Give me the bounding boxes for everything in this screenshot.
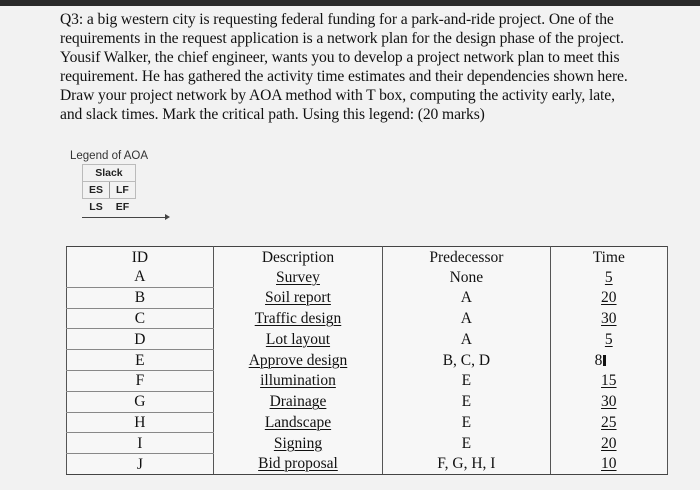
legend-es: ES — [83, 182, 110, 199]
cell-description: Landscape — [213, 412, 382, 433]
legend-slack: Slack — [83, 165, 136, 182]
table-row — [67, 433, 668, 454]
header-id: ID — [67, 247, 214, 268]
cell-id: G — [67, 391, 214, 412]
table-row — [67, 370, 668, 391]
cell-id: B — [67, 287, 214, 308]
cell-time: 30 — [550, 391, 667, 412]
cell-predecessor: A — [383, 308, 550, 329]
table-row — [67, 454, 668, 475]
cell-description: Bid proposal — [213, 454, 382, 475]
legend-lf: LF — [110, 182, 136, 199]
header-predecessor: Predecessor — [383, 247, 550, 268]
legend-arrow — [82, 217, 166, 218]
cell-id: E — [67, 350, 214, 371]
table-row — [67, 267, 668, 287]
question-line: Yousif Walker, the chief engineer, wants you to develop a project network plan to meet this — [60, 49, 620, 66]
question-line: requirements in the request application is a network plan for the design phase of the project. — [60, 30, 624, 47]
cell-time: 30 — [550, 308, 667, 329]
cell-description: Traffic design — [213, 308, 382, 329]
cell-predecessor: A — [383, 329, 550, 350]
table-row — [67, 329, 668, 350]
legend-ls: LS — [89, 201, 103, 213]
cell-description: Approve design — [213, 350, 382, 371]
cell-description: Soil report — [213, 287, 382, 308]
cell-predecessor: E — [383, 370, 550, 391]
text-cursor-icon — [603, 355, 606, 366]
header-time: Time — [550, 247, 667, 268]
cell-time: 15 — [550, 370, 667, 391]
cell-predecessor: B, C, D — [383, 350, 550, 371]
header-description: Description — [213, 247, 382, 268]
question-line: requirement. He has gathered the activity time estimates and their dependencies shown here. — [60, 68, 628, 85]
cell-description: Drainage — [213, 391, 382, 412]
table-row — [67, 287, 668, 308]
legend-ef: EF — [115, 201, 130, 213]
table-header-row — [67, 247, 668, 268]
cell-time — [550, 350, 667, 371]
table-row — [67, 308, 668, 329]
cell-time: 20 — [550, 287, 667, 308]
top-edge-bar — [0, 0, 700, 6]
question-line: Q3: a big western city is requesting federal funding for a park-and-ride project. One of the — [60, 11, 614, 28]
cell-description: Survey — [213, 267, 382, 287]
cell-time-value: 8 — [594, 351, 603, 369]
cell-time: 10 — [550, 454, 667, 475]
table-row — [67, 350, 668, 371]
cell-id: J — [67, 454, 214, 475]
activity-table — [66, 246, 668, 475]
cell-predecessor: F, G, H, I — [383, 454, 550, 475]
cell-description: Lot layout — [213, 329, 382, 350]
cell-time: 5 — [550, 267, 667, 287]
cell-predecessor: E — [383, 412, 550, 433]
question-line: and slack times. Mark the critical path. Using this legend: (20 marks) — [60, 106, 485, 123]
cell-predecessor: A — [383, 287, 550, 308]
cell-description: illumination — [213, 370, 382, 391]
cell-id: D — [67, 329, 214, 350]
cell-id: H — [67, 412, 214, 433]
question-text — [60, 10, 692, 124]
cell-predecessor: E — [383, 433, 550, 454]
cell-description: Signing — [213, 433, 382, 454]
cell-time: 20 — [550, 433, 667, 454]
legend-title: Legend of AOA — [70, 150, 149, 162]
cell-id: A — [67, 267, 214, 287]
cell-predecessor: None — [383, 267, 550, 287]
table-row — [67, 412, 668, 433]
aoa-legend — [70, 150, 166, 218]
cell-id: C — [67, 308, 214, 329]
cell-id: F — [67, 370, 214, 391]
cell-id: I — [67, 433, 214, 454]
legend-t-box — [82, 164, 166, 218]
table-row — [67, 391, 668, 412]
cell-predecessor: E — [383, 391, 550, 412]
cell-time: 25 — [550, 412, 667, 433]
cell-time: 5 — [550, 329, 667, 350]
question-line: Draw your project network by AOA method with T box, computing the activity early, late, — [60, 87, 615, 104]
